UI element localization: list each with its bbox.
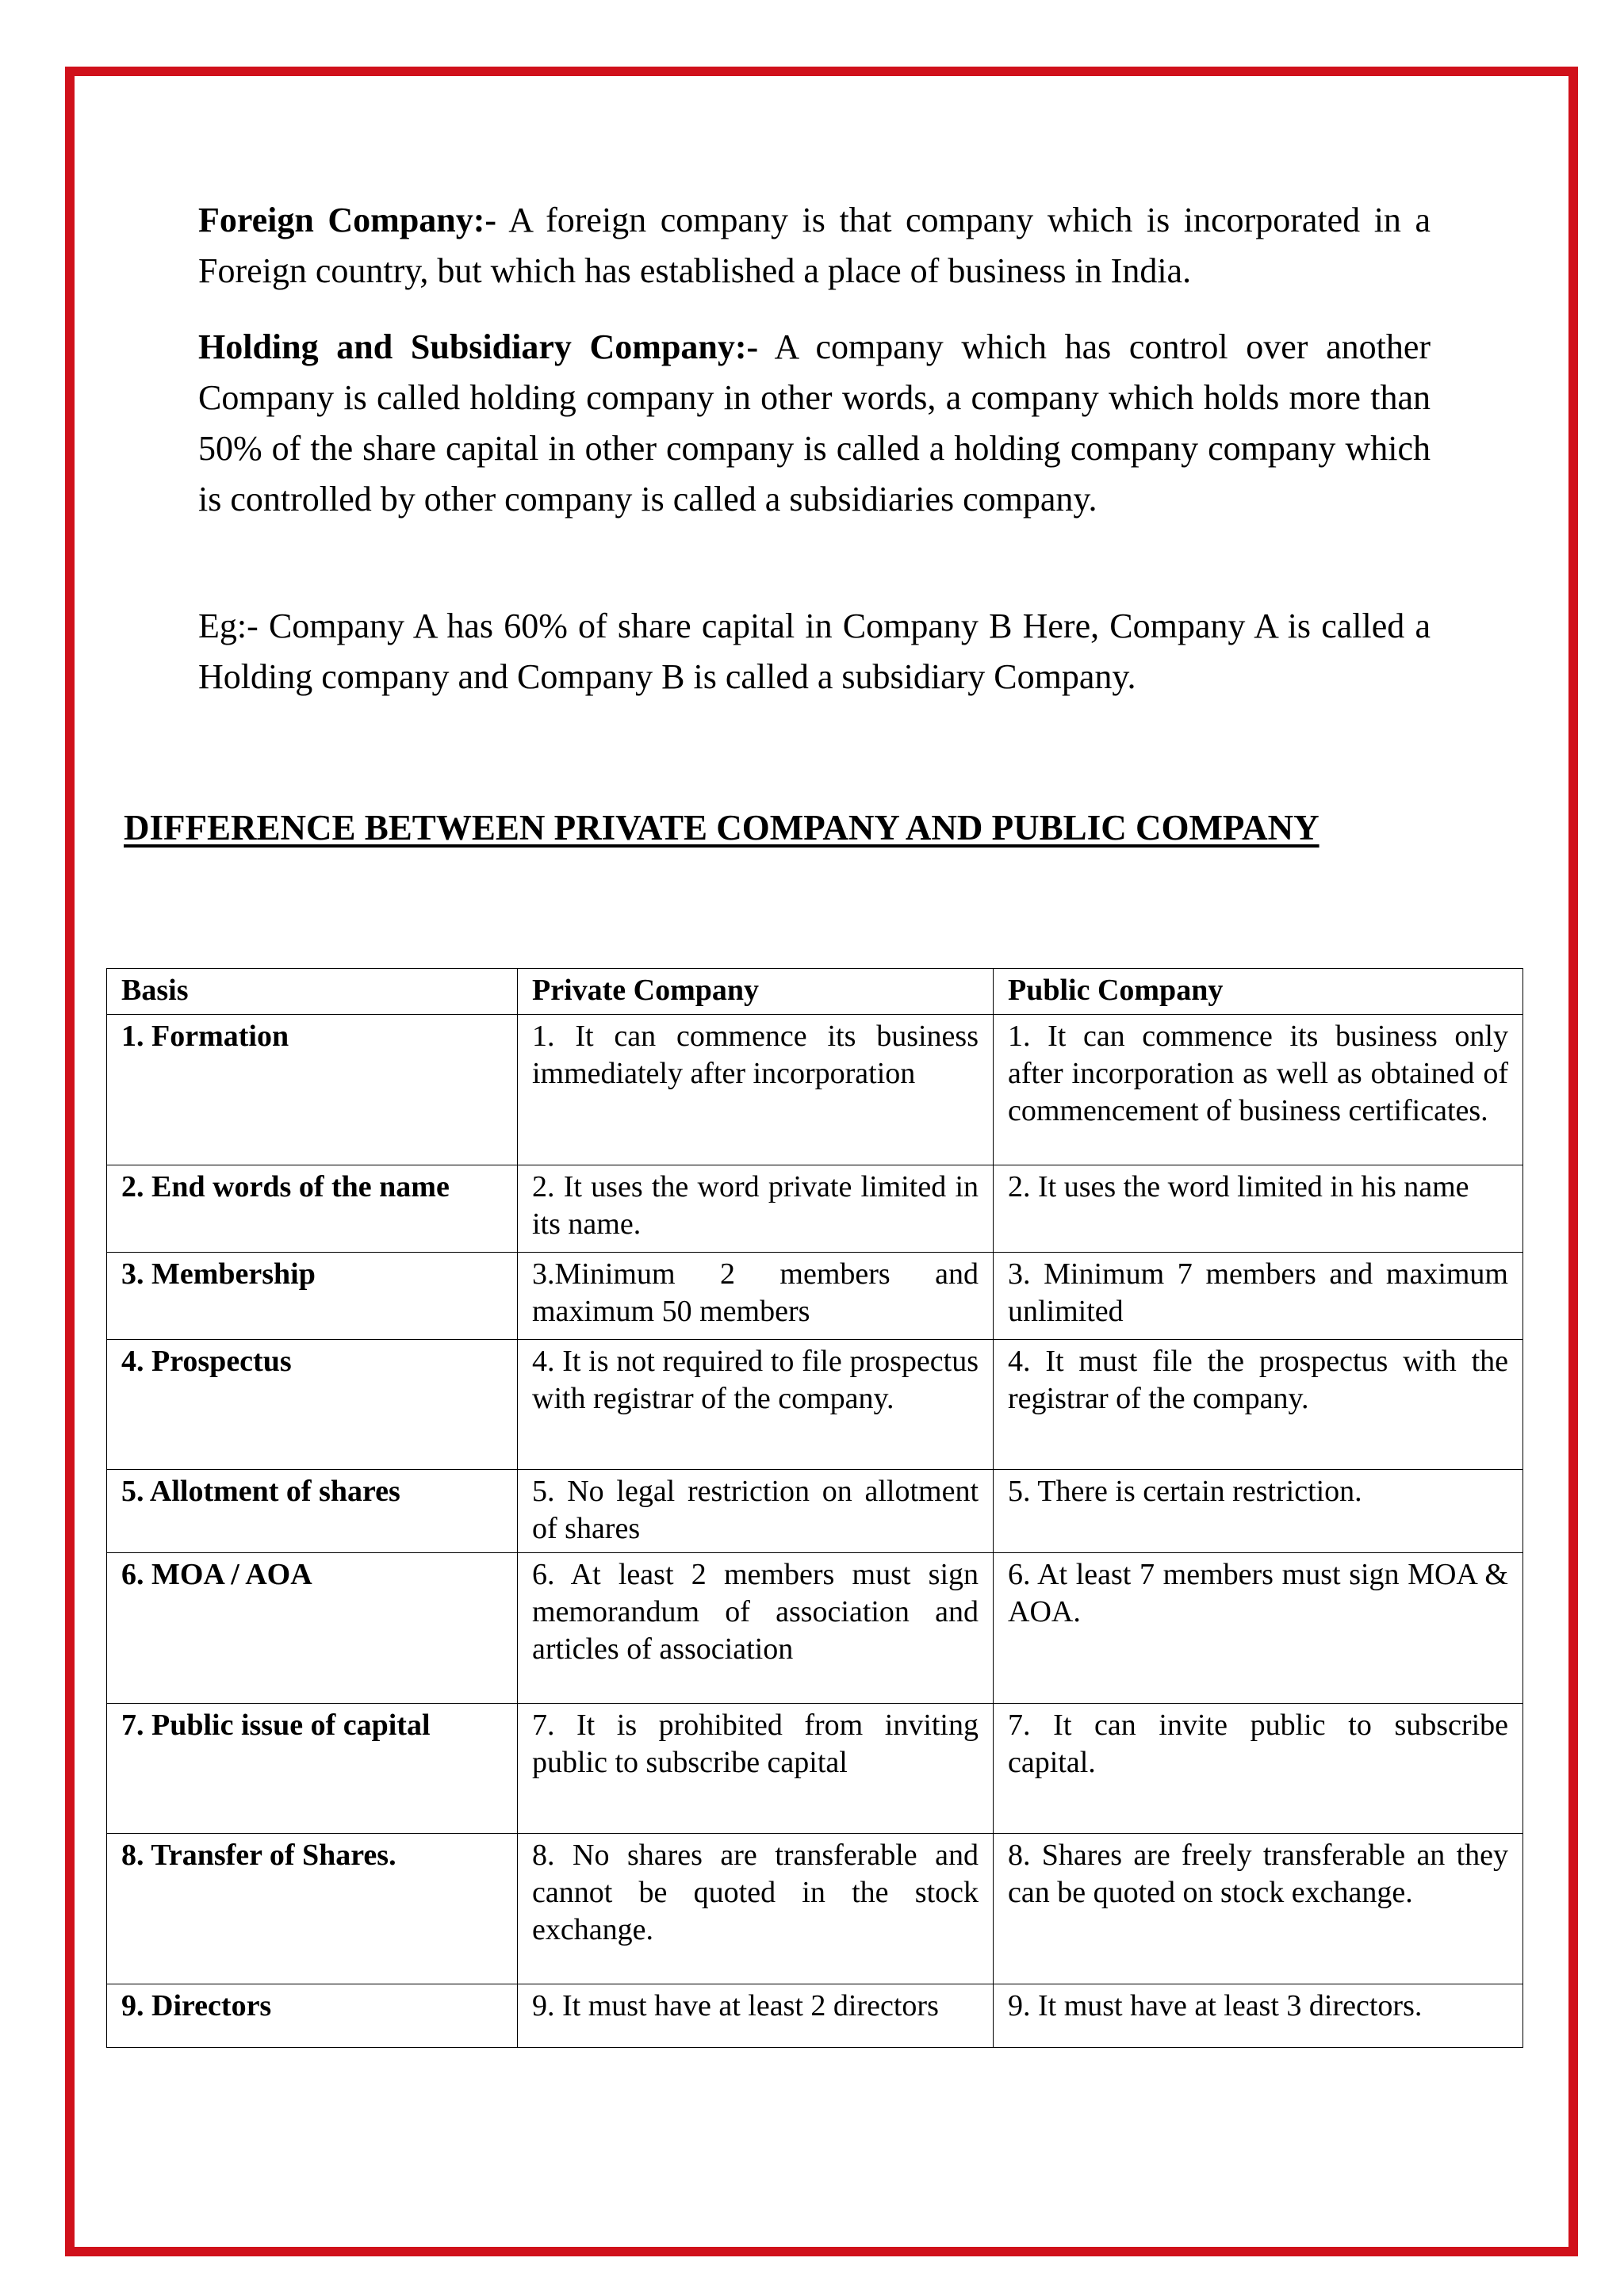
public-company-cell: 4. It must file the prospectus with the registrar of the company. (994, 1340, 1523, 1470)
private-company-cell: 3.Minimum 2 members and maximum 50 members (518, 1253, 994, 1340)
basis-cell: 1. Formation (107, 1015, 518, 1165)
header-basis: Basis (107, 969, 518, 1015)
table-row (107, 1165, 1523, 1253)
holding-company-paragraph (198, 322, 1431, 525)
public-company-cell: 6. At least 7 members must sign MOA & AOA. (994, 1553, 1523, 1704)
public-company-cell: 1. It can commence its business only after incorporation as well as obtained of commencement of business certificates. (994, 1015, 1523, 1165)
table-row (107, 1015, 1523, 1165)
private-company-cell: 9. It must have at least 2 directors (518, 1984, 994, 2048)
private-company-cell: 2. It uses the word private limited in its name. (518, 1165, 994, 1253)
basis-cell: 5. Allotment of shares (107, 1470, 518, 1553)
table-row (107, 1704, 1523, 1834)
basis-cell: 4. Prospectus (107, 1340, 518, 1470)
section-heading: DIFFERENCE BETWEEN PRIVATE COMPANY AND PUBLIC COMPANY (124, 808, 1320, 848)
basis-cell: 9. Directors (107, 1984, 518, 2048)
table-row (107, 1834, 1523, 1984)
private-company-cell: 5. No legal restriction on allotment of shares (518, 1470, 994, 1553)
example-paragraph: Eg:- Company A has 60% of share capital in Company B Here, Company A is called a Holding company and Company B is called a subsidiary Company. (198, 607, 1431, 696)
table-row (107, 1340, 1523, 1470)
basis-cell: 6. MOA / AOA (107, 1553, 518, 1704)
foreign-company-term: Foreign Company:- (198, 201, 497, 239)
private-company-cell: 1. It can commence its business immediately after incorporation (518, 1015, 994, 1165)
holding-company-definition: A company which has control over another Company is called holding company in other words, a company which holds more than 50% of the share capital in other company is called a holding company company which is controlled by other company is called a subsidiaries company. (198, 327, 1431, 519)
private-company-cell: 7. It is prohibited from inviting public to subscribe capital (518, 1704, 994, 1834)
foreign-company-definition: A foreign company is that company which is incorporated in a Foreign country, but which has established a place of business in India. (198, 201, 1431, 290)
table-header-row (107, 969, 1523, 1015)
basis-cell: 7. Public issue of capital (107, 1704, 518, 1834)
public-company-cell: 2. It uses the word limited in his name (994, 1165, 1523, 1253)
public-company-cell: 8. Shares are freely transferable an they can be quoted on stock exchange. (994, 1834, 1523, 1984)
basis-cell: 2. End words of the name (107, 1165, 518, 1253)
table-row (107, 1470, 1523, 1553)
public-company-cell: 5. There is certain restriction. (994, 1470, 1523, 1553)
table-row (107, 1253, 1523, 1340)
basis-cell: 3. Membership (107, 1253, 518, 1340)
public-company-cell: 3. Minimum 7 members and maximum unlimited (994, 1253, 1523, 1340)
holding-company-term: Holding and Subsidiary Company:- (198, 327, 759, 366)
table-row (107, 1984, 1523, 2048)
public-company-cell: 7. It can invite public to subscribe capital. (994, 1704, 1523, 1834)
foreign-company-paragraph (198, 195, 1431, 297)
header-private-company: Private Company (518, 969, 994, 1015)
comparison-table (106, 968, 1523, 2048)
private-company-cell: 8. No shares are transferable and cannot be quoted in the stock exchange. (518, 1834, 994, 1984)
private-company-cell: 4. It is not required to file prospectus with registrar of the company. (518, 1340, 994, 1470)
header-public-company: Public Company (994, 969, 1523, 1015)
public-company-cell: 9. It must have at least 3 directors. (994, 1984, 1523, 2048)
basis-cell: 8. Transfer of Shares. (107, 1834, 518, 1984)
table-row (107, 1553, 1523, 1704)
private-company-cell: 6. At least 2 members must sign memorandum of association and articles of association (518, 1553, 994, 1704)
